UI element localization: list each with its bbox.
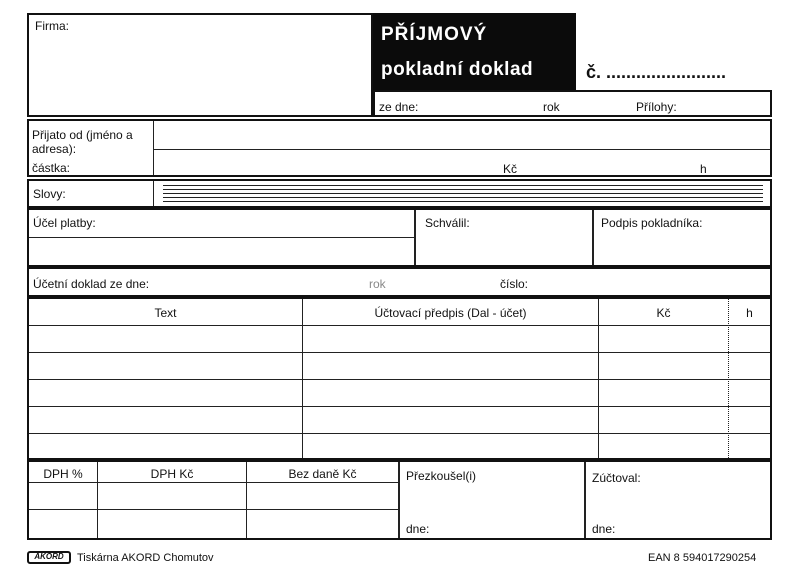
title-line2: pokladní doklad — [381, 59, 534, 80]
table-row-line — [29, 379, 770, 380]
table-header-kc: Kč — [656, 306, 671, 320]
document-number-label: č. ........................ — [586, 62, 727, 82]
currency-kc: Kč — [503, 162, 518, 176]
words-rule-4 — [163, 197, 763, 198]
vat-row-line — [29, 509, 398, 510]
settled-label: Zúčtoval: — [592, 471, 641, 485]
akord-logo — [27, 551, 71, 564]
words-rule-2 — [163, 189, 763, 190]
accounting-number-label: číslo: — [500, 277, 529, 291]
table-row-line — [29, 433, 770, 434]
title-line1: PŘÍJMOVÝ — [381, 24, 488, 45]
akord-logo-text: AKORD — [34, 552, 64, 561]
words-label: Slovy: — [33, 187, 66, 201]
settled-date-label: dne: — [592, 522, 616, 536]
net-amount-header: Bez daně Kč — [288, 467, 357, 481]
vat-divider-3 — [398, 462, 400, 538]
table-header-posting: Účtovací předpis (Dal - účet) — [374, 306, 527, 320]
vat-percent-header: DPH % — [43, 467, 83, 481]
words-rule-3 — [163, 193, 763, 194]
words-rule-1 — [163, 185, 763, 186]
ean-code: EAN 8 594017290254 — [648, 552, 757, 564]
cashier-signature-label: Podpis pokladníka: — [601, 216, 703, 230]
recipient-line — [153, 149, 770, 150]
purpose-divider-1 — [414, 210, 416, 265]
accounting-date-label: Účetní doklad ze dne: — [33, 277, 150, 291]
amount-label: částka: — [32, 161, 71, 175]
date-label: ze dne: — [379, 100, 419, 114]
year-label: rok — [543, 100, 560, 114]
table-header-h: h — [746, 306, 753, 320]
words-rule-5 — [163, 201, 763, 202]
purpose-divider-2 — [592, 210, 594, 265]
purpose-line — [29, 237, 414, 238]
currency-h: h — [700, 162, 707, 176]
checked-by-label: Přezkoušel(i) — [406, 469, 477, 483]
received-from-label: Přijato od (jméno a adresa): — [32, 128, 133, 156]
attachments-label: Přílohy: — [636, 100, 677, 114]
firma-box — [27, 13, 373, 117]
vat-kc-header: DPH Kč — [150, 467, 194, 481]
firma-label: Firma: — [35, 19, 69, 33]
vat-header-line — [29, 482, 398, 483]
table-row-line — [29, 352, 770, 353]
printer-name: Tiskárna AKORD Chomutov — [77, 552, 214, 564]
checked-date-label: dne: — [406, 522, 430, 536]
purpose-label: Účel platby: — [33, 216, 96, 230]
table-row-line — [29, 325, 770, 326]
vat-divider-4 — [584, 462, 586, 538]
date-row-box — [373, 90, 772, 117]
words-divider — [153, 181, 154, 206]
accounting-year-label: rok — [369, 277, 386, 291]
table-header-text: Text — [154, 306, 177, 320]
table-row-line — [29, 406, 770, 407]
approved-label: Schválil: — [425, 216, 470, 230]
recipient-divider — [153, 121, 154, 175]
